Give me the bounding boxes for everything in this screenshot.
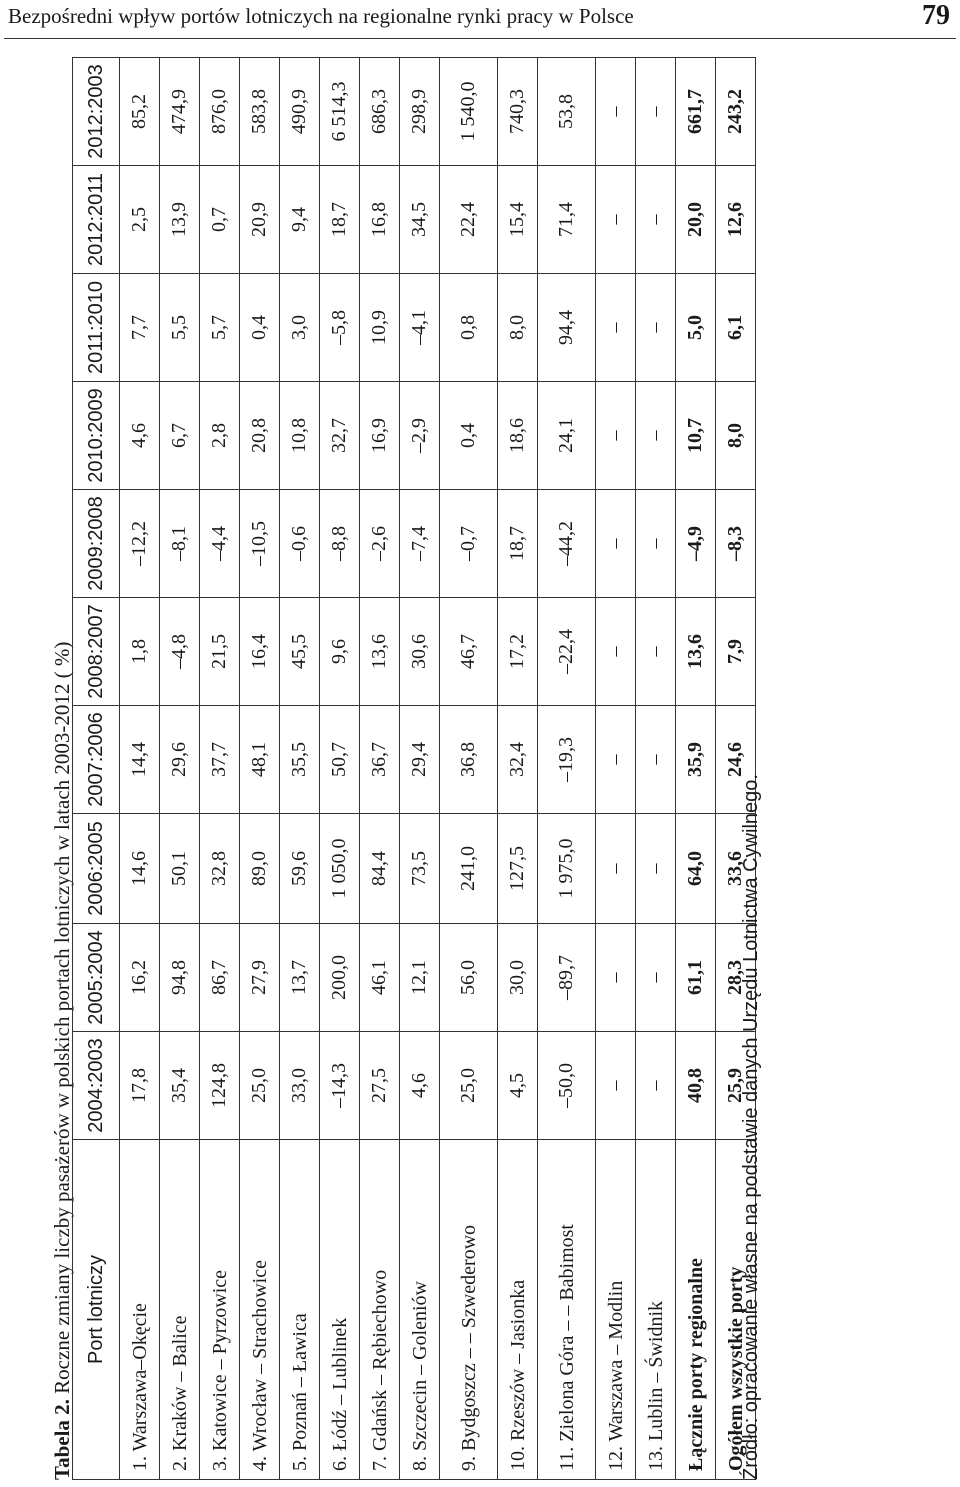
value-cell: 18,7: [320, 166, 360, 274]
value-cell: 61,1: [676, 924, 716, 1032]
value-cell: 490,9: [280, 58, 320, 166]
value-cell: –50,0: [538, 1032, 596, 1140]
value-cell: –: [636, 166, 676, 274]
value-cell: 59,6: [280, 814, 320, 924]
value-cell: 50,1: [160, 814, 200, 924]
value-cell: 16,4: [240, 598, 280, 706]
port-name-cell: 13. Lublin – Świdnik: [636, 1140, 676, 1480]
value-cell: 86,7: [200, 924, 240, 1032]
port-name-cell: 6. Łódź – Lublinek: [320, 1140, 360, 1480]
value-cell: 40,8: [676, 1032, 716, 1140]
value-cell: 4,6: [400, 1032, 440, 1140]
value-cell: 241,0: [440, 814, 498, 924]
value-cell: 20,8: [240, 382, 280, 490]
value-cell: 25,0: [440, 1032, 498, 1140]
table-row: [400, 58, 440, 1480]
caption-text: Roczne zmiany liczby pasażerów w polskich portach lotniczych w latach 2003-2012 ( %): [50, 641, 74, 1400]
value-cell: –4,9: [676, 490, 716, 598]
table-row: [320, 58, 360, 1480]
value-cell: –: [636, 924, 676, 1032]
value-cell: 73,5: [400, 814, 440, 924]
value-cell: –: [636, 382, 676, 490]
value-cell: 16,8: [360, 166, 400, 274]
value-cell: 2,5: [120, 166, 160, 274]
value-cell: 17,2: [498, 598, 538, 706]
column-header-period: 2007:2006: [73, 706, 120, 814]
value-cell: –14,3: [320, 1032, 360, 1140]
value-cell: –: [636, 490, 676, 598]
value-cell: –: [596, 814, 636, 924]
table-header-row: [73, 58, 120, 1480]
value-cell: 94,4: [538, 274, 596, 382]
value-cell: 56,0: [440, 924, 498, 1032]
value-cell: 71,4: [538, 166, 596, 274]
value-cell: 35,9: [676, 706, 716, 814]
value-cell: 474,9: [160, 58, 200, 166]
table-row: [440, 58, 498, 1480]
value-cell: –7,4: [400, 490, 440, 598]
value-cell: 124,8: [200, 1032, 240, 1140]
port-name-cell: 9. Bydgoszcz – – Szwederowo: [440, 1140, 498, 1480]
rotated-table-block: [50, 45, 920, 1480]
value-cell: 36,8: [440, 706, 498, 814]
value-cell: –2,6: [360, 490, 400, 598]
value-cell: 12,1: [400, 924, 440, 1032]
value-cell: 30,0: [498, 924, 538, 1032]
value-cell: 740,3: [498, 58, 538, 166]
port-name-cell: 2. Kraków – Balice: [160, 1140, 200, 1480]
port-name-cell: 7. Gdańsk – Rębiechowo: [360, 1140, 400, 1480]
value-cell: 686,3: [360, 58, 400, 166]
value-cell: 14,4: [120, 706, 160, 814]
value-cell: 3,0: [280, 274, 320, 382]
value-cell: 53,8: [538, 58, 596, 166]
value-cell: –: [596, 166, 636, 274]
value-cell: 0,7: [200, 166, 240, 274]
value-cell: 50,7: [320, 706, 360, 814]
value-cell: 20,9: [240, 166, 280, 274]
table-row: [280, 58, 320, 1480]
value-cell: 89,0: [240, 814, 280, 924]
value-cell: 10,8: [280, 382, 320, 490]
value-cell: 24,6: [716, 706, 756, 814]
value-cell: 5,0: [676, 274, 716, 382]
value-cell: 2,8: [200, 382, 240, 490]
value-cell: 15,4: [498, 166, 538, 274]
value-cell: –10,5: [240, 490, 280, 598]
value-cell: 8,0: [716, 382, 756, 490]
value-cell: 94,8: [160, 924, 200, 1032]
value-cell: –: [596, 924, 636, 1032]
value-cell: 7,7: [120, 274, 160, 382]
table-row: [538, 58, 596, 1480]
value-cell: 6 514,3: [320, 58, 360, 166]
value-cell: –5,8: [320, 274, 360, 382]
value-cell: 16,9: [360, 382, 400, 490]
value-cell: 18,6: [498, 382, 538, 490]
value-cell: 21,5: [200, 598, 240, 706]
value-cell: –4,1: [400, 274, 440, 382]
page-number: 79: [922, 0, 950, 31]
column-header-port: Port lotniczy: [73, 1140, 120, 1480]
value-cell: 18,7: [498, 490, 538, 598]
value-cell: 32,7: [320, 382, 360, 490]
value-cell: 13,9: [160, 166, 200, 274]
value-cell: 0,4: [440, 382, 498, 490]
value-cell: 29,6: [160, 706, 200, 814]
value-cell: 9,4: [280, 166, 320, 274]
value-cell: –: [636, 1032, 676, 1140]
value-cell: 7,9: [716, 598, 756, 706]
value-cell: 35,5: [280, 706, 320, 814]
value-cell: 14,6: [120, 814, 160, 924]
value-cell: 30,6: [400, 598, 440, 706]
value-cell: 1 975,0: [538, 814, 596, 924]
caption-label: Tabela 2.: [50, 1399, 74, 1480]
column-header-period: 2010:2009: [73, 382, 120, 490]
value-cell: 28,3: [716, 924, 756, 1032]
value-cell: –2,9: [400, 382, 440, 490]
value-cell: 0,8: [440, 274, 498, 382]
value-cell: 1 050,0: [320, 814, 360, 924]
port-name-cell: 5. Poznań – Ławica: [280, 1140, 320, 1480]
value-cell: 200,0: [320, 924, 360, 1032]
value-cell: –: [596, 58, 636, 166]
column-header-period: 2009:2008: [73, 490, 120, 598]
port-name-cell: 10. Rzeszów – Jasionka: [498, 1140, 538, 1480]
value-cell: 12,6: [716, 166, 756, 274]
value-cell: –: [636, 814, 676, 924]
value-cell: 16,2: [120, 924, 160, 1032]
value-cell: –19,3: [538, 706, 596, 814]
value-cell: 1 540,0: [440, 58, 498, 166]
port-name-cell: 12. Warszawa – Modlin: [596, 1140, 636, 1480]
port-name-cell: Łącznie porty regionalne: [676, 1140, 716, 1480]
value-cell: –0,6: [280, 490, 320, 598]
value-cell: 48,1: [240, 706, 280, 814]
table-row: [636, 58, 676, 1480]
table-row: [596, 58, 636, 1480]
value-cell: 37,7: [200, 706, 240, 814]
value-cell: –: [596, 382, 636, 490]
value-cell: 0,4: [240, 274, 280, 382]
value-cell: 36,7: [360, 706, 400, 814]
value-cell: –12,2: [120, 490, 160, 598]
value-cell: –: [596, 1032, 636, 1140]
value-cell: 24,1: [538, 382, 596, 490]
value-cell: –: [596, 274, 636, 382]
value-cell: 13,7: [280, 924, 320, 1032]
column-header-period: 2012:2011: [73, 166, 120, 274]
value-cell: 34,5: [400, 166, 440, 274]
value-cell: 6,7: [160, 382, 200, 490]
port-name-cell: 11. Zielona Góra – – Babimost: [538, 1140, 596, 1480]
table-body: [120, 58, 756, 1480]
port-name-cell: 1. Warszawa–Okęcie: [120, 1140, 160, 1480]
running-title: Bezpośredni wpływ portów lotniczych na regionalne rynki pracy w Polsce: [8, 4, 634, 28]
value-cell: 9,6: [320, 598, 360, 706]
value-cell: 8,0: [498, 274, 538, 382]
value-cell: –4,8: [160, 598, 200, 706]
value-cell: 10,9: [360, 274, 400, 382]
value-cell: –: [596, 706, 636, 814]
value-cell: –: [636, 58, 676, 166]
column-header-period: 2012:2003: [73, 58, 120, 166]
value-cell: 4,5: [498, 1032, 538, 1140]
value-cell: 876,0: [200, 58, 240, 166]
column-header-period: 2006:2005: [73, 814, 120, 924]
value-cell: 45,5: [280, 598, 320, 706]
column-header-period: 2011:2010: [73, 274, 120, 382]
value-cell: 298,9: [400, 58, 440, 166]
value-cell: 4,6: [120, 382, 160, 490]
table-row: [498, 58, 538, 1480]
value-cell: 17,8: [120, 1032, 160, 1140]
value-cell: 32,8: [200, 814, 240, 924]
value-cell: 20,0: [676, 166, 716, 274]
value-cell: 661,7: [676, 58, 716, 166]
value-cell: 13,6: [676, 598, 716, 706]
value-cell: –4,4: [200, 490, 240, 598]
port-name-cell: Ogółem wszystkie porty: [716, 1140, 756, 1480]
value-cell: –: [596, 490, 636, 598]
value-cell: 33,6: [716, 814, 756, 924]
value-cell: –8,3: [716, 490, 756, 598]
value-cell: 5,5: [160, 274, 200, 382]
port-name-cell: 8. Szczecin – Goleniów: [400, 1140, 440, 1480]
port-name-cell: 4. Wrocław – Strachowice: [240, 1140, 280, 1480]
value-cell: 25,0: [240, 1032, 280, 1140]
value-cell: –44,2: [538, 490, 596, 598]
value-cell: –8,1: [160, 490, 200, 598]
value-cell: 32,4: [498, 706, 538, 814]
page-header: [4, 0, 956, 39]
value-cell: 27,5: [360, 1032, 400, 1140]
value-cell: 127,5: [498, 814, 538, 924]
value-cell: 85,2: [120, 58, 160, 166]
value-cell: 25,9: [716, 1032, 756, 1140]
source-note: Źródło: opracowanie własne na podstawie danych Urzędu Lotnictwa Cywilnego.: [740, 774, 762, 1480]
value-cell: 35,4: [160, 1032, 200, 1140]
table-row: [676, 58, 716, 1480]
value-cell: –22,4: [538, 598, 596, 706]
value-cell: 84,4: [360, 814, 400, 924]
column-header-period: 2008:2007: [73, 598, 120, 706]
value-cell: –8,8: [320, 490, 360, 598]
value-cell: 46,1: [360, 924, 400, 1032]
data-table: [72, 57, 756, 1480]
value-cell: –: [596, 598, 636, 706]
value-cell: 22,4: [440, 166, 498, 274]
value-cell: 5,7: [200, 274, 240, 382]
value-cell: 583,8: [240, 58, 280, 166]
value-cell: 29,4: [400, 706, 440, 814]
table-row: [120, 58, 160, 1480]
value-cell: 64,0: [676, 814, 716, 924]
table-row: [240, 58, 280, 1480]
table-row: [160, 58, 200, 1480]
table-row: [200, 58, 240, 1480]
value-cell: 243,2: [716, 58, 756, 166]
value-cell: –: [636, 598, 676, 706]
column-header-period: 2005:2004: [73, 924, 120, 1032]
value-cell: 10,7: [676, 382, 716, 490]
value-cell: –89,7: [538, 924, 596, 1032]
port-name-cell: 3. Katowice – Pyrzowice: [200, 1140, 240, 1480]
value-cell: –: [636, 706, 676, 814]
column-header-period: 2004:2003: [73, 1032, 120, 1140]
value-cell: 1,8: [120, 598, 160, 706]
table-row: [360, 58, 400, 1480]
value-cell: –: [636, 274, 676, 382]
value-cell: –0,7: [440, 490, 498, 598]
value-cell: 6,1: [716, 274, 756, 382]
value-cell: 27,9: [240, 924, 280, 1032]
value-cell: 13,6: [360, 598, 400, 706]
value-cell: 33,0: [280, 1032, 320, 1140]
value-cell: 46,7: [440, 598, 498, 706]
